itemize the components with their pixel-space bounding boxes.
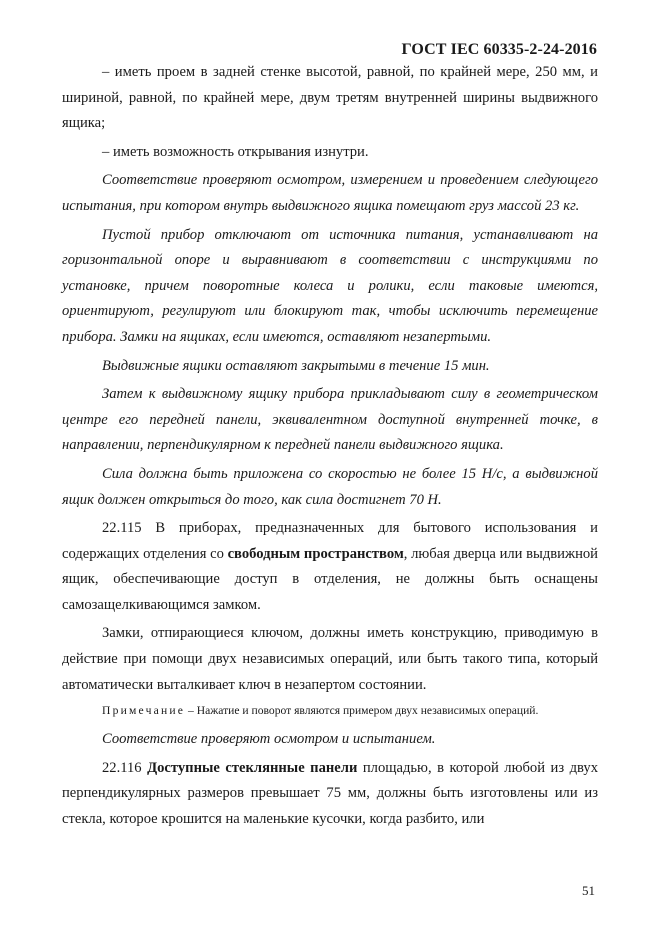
clause-number: 22.115 xyxy=(102,520,142,537)
clause-text-after: площадью, в которой любой из двух перпендикулярных размеров превышает 75 мм, должны быть изготовлены или из стекла, которое крошится на маленькие кусочки, когда разбито, или xyxy=(62,759,598,828)
page-number: 51 xyxy=(582,883,595,898)
compliance-test-intro: Соответствие проверяют осмотром, измерением и проведением следующего испытания, при котором внутрь выдвижного ящика помещают груз массой 23 кг. xyxy=(62,172,598,214)
clause-text-after: , любая дверца или выдвижной ящик, обеспечивающие доступ в отделения, не должны быть оснащены самозащелкивающимся замком. xyxy=(62,545,598,613)
test-procedure-setup: Пустой прибор отключают от источника питания, устанавливают на горизонтальной опоре и выравнивают в соответствии с инструкциями по установке, причем поворотные колеса и ролики, если таковые имеются, ориентируют, регулируют или блокируют так, чтобы исключить перемещение прибора. Замки на ящиках, если имеются, оставляют незапертыми. xyxy=(62,226,598,345)
test-procedure-wait: Выдвижные ящики оставляют закрытыми в течение 15 мин. xyxy=(102,357,490,374)
standard-header: ГОСТ IEC 60335-2-24-2016 xyxy=(401,41,597,58)
document-body xyxy=(62,60,598,836)
requirement-rear-opening: – иметь проем в задней стенке высотой, равной, по крайней мере, 250 мм, и шириной, равной, по крайней мере, двум третям внутренней ширины выдвижного ящика; xyxy=(62,64,598,132)
clause-number: 22.116 xyxy=(102,759,142,776)
clause-22-115 xyxy=(62,516,598,618)
note-label: Примечание xyxy=(102,704,186,718)
clause-22-116 xyxy=(62,756,598,833)
defined-term: Доступные стеклянные панели xyxy=(147,759,358,776)
note xyxy=(62,702,598,719)
test-procedure-force-rate: Сила должна быть приложена со скоростью не более 15 Н/с, а выдвижной ящик должен открыться до того, как сила достигнет 70 Н. xyxy=(62,465,598,508)
test-procedure-force: Затем к выдвижному ящику прибора прикладывают силу в геометрическом центре его передней панели, эквивалентном доступной внутренней точке, в направлении, перпендикулярном к передней панели выдвижного ящика. xyxy=(62,386,598,454)
key-lock-requirement: Замки, отпирающиеся ключом, должны иметь конструкцию, приводимую в действие при помощи двух независимых операций, или быть такого типа, который автоматически выталкивает ключ в незапертом состоянии. xyxy=(62,625,598,693)
defined-term: свободным пространством xyxy=(227,545,404,562)
clause-text-before: В приборах, предназначенных для бытового использования и содержащих отделения со xyxy=(62,520,598,562)
requirement-open-from-inside: – иметь возможность открывания изнутри. xyxy=(102,143,369,160)
note-text: – Нажатие и поворот являются примером двух независимых операций. xyxy=(185,704,539,718)
compliance-inspection: Соответствие проверяют осмотром и испытанием. xyxy=(102,731,436,748)
